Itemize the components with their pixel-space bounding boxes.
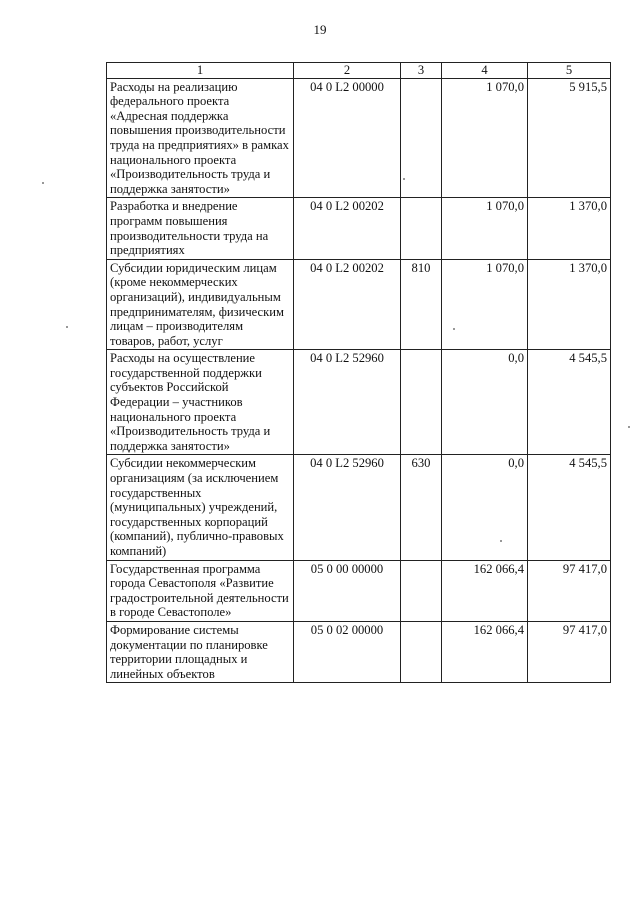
row-name-cell: Государственная программа города Севастополя «Развитие градостроительной деятельности в городе Севастополе» <box>107 560 294 621</box>
header-row <box>107 63 611 79</box>
row-col5-cell: 4 545,5 <box>528 350 611 455</box>
table-row <box>107 560 611 621</box>
header-cell-1: 1 <box>107 63 294 79</box>
row-col5-cell: 97 417,0 <box>528 560 611 621</box>
row-col5-cell: 1 370,0 <box>528 259 611 350</box>
row-name-cell: Формирование системы документации по планировке территории площадных и линейных объектов <box>107 621 294 682</box>
row-col5-cell: 4 545,5 <box>528 455 611 560</box>
row-name-cell: Субсидии юридическим лицам (кроме некоммерческих организаций), индивидуальным предпринимателям, физическим лицам – производителям товаров, работ, услуг <box>107 259 294 350</box>
row-col5-cell: 1 370,0 <box>528 198 611 259</box>
row-type-cell <box>401 560 442 621</box>
row-col4-cell: 1 070,0 <box>442 259 528 350</box>
row-type-cell: 630 <box>401 455 442 560</box>
header-cell-4: 4 <box>442 63 528 79</box>
budget-table <box>106 62 611 683</box>
header-cell-5: 5 <box>528 63 611 79</box>
row-code-cell: 05 0 00 00000 <box>294 560 401 621</box>
row-col5-cell: 5 915,5 <box>528 78 611 198</box>
row-type-cell <box>401 198 442 259</box>
row-code-cell: 04 0 L2 00000 <box>294 78 401 198</box>
row-col4-cell: 162 066,4 <box>442 560 528 621</box>
row-code-cell: 04 0 L2 52960 <box>294 455 401 560</box>
scan-speck <box>66 326 68 328</box>
scan-speck <box>500 540 502 542</box>
row-col4-cell: 1 070,0 <box>442 198 528 259</box>
row-type-cell <box>401 350 442 455</box>
table-row <box>107 455 611 560</box>
row-code-cell: 04 0 L2 00202 <box>294 198 401 259</box>
table-row <box>107 198 611 259</box>
row-col4-cell: 0,0 <box>442 350 528 455</box>
row-name-cell: Расходы на реализацию федерального проекта «Адресная поддержка повышения производительности труда на предприятиях» в рамках национального проекта «Производительность труда и поддержка занятости» <box>107 78 294 198</box>
table-row <box>107 78 611 198</box>
row-col4-cell: 0,0 <box>442 455 528 560</box>
row-col5-cell: 97 417,0 <box>528 621 611 682</box>
scan-speck <box>403 178 405 180</box>
row-col4-cell: 162 066,4 <box>442 621 528 682</box>
row-type-cell <box>401 621 442 682</box>
row-name-cell: Расходы на осуществление государственной поддержки субъектов Российской Федерации – участников национального проекта «Производительность труда и поддержка занятости» <box>107 350 294 455</box>
row-name-cell: Разработка и внедрение программ повышения производительности труда на предприятиях <box>107 198 294 259</box>
row-col4-cell: 1 070,0 <box>442 78 528 198</box>
table-row <box>107 621 611 682</box>
header-cell-3: 3 <box>401 63 442 79</box>
table-row <box>107 259 611 350</box>
row-code-cell: 05 0 02 00000 <box>294 621 401 682</box>
row-code-cell: 04 0 L2 00202 <box>294 259 401 350</box>
table-row <box>107 350 611 455</box>
row-type-cell: 810 <box>401 259 442 350</box>
row-type-cell <box>401 78 442 198</box>
scan-speck <box>453 328 455 330</box>
page-number: 19 <box>313 22 327 37</box>
row-code-cell: 04 0 L2 52960 <box>294 350 401 455</box>
scan-speck <box>42 182 44 184</box>
header-cell-2: 2 <box>294 63 401 79</box>
row-name-cell: Субсидии некоммерческим организациям (за исключением государственных (муниципальных) учреждений, государственных корпораций (компаний), публично-правовых компаний) <box>107 455 294 560</box>
scan-speck <box>628 426 630 428</box>
